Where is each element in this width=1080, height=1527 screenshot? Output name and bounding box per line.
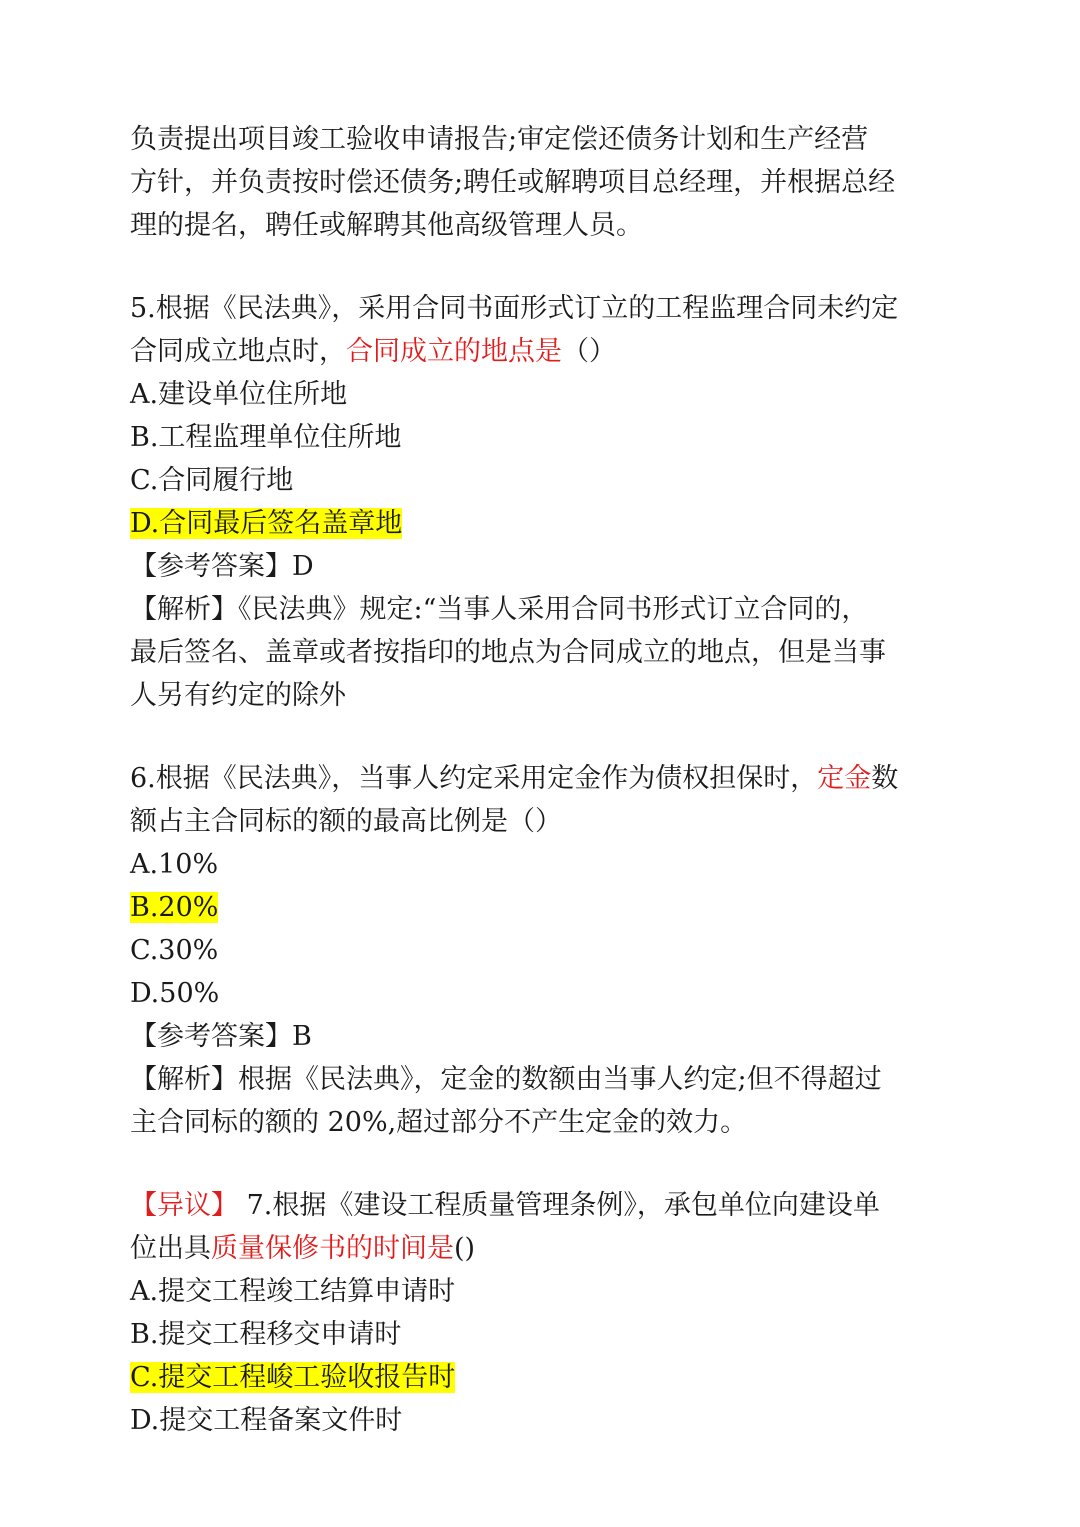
intro-line: 理的提名，聘任或解聘其他高级管理人员。 (130, 210, 643, 241)
option-a (130, 1270, 960, 1313)
intro-line: 方针，并负责按时偿还债务;聘任或解聘项目总经理，并根据总经 (130, 167, 896, 198)
option-label: C.30% (130, 935, 219, 966)
option-c-correct (130, 1356, 960, 1399)
option-label: B.提交工程移交申请时 (130, 1319, 402, 1350)
question-5 (130, 287, 960, 717)
intro-paragraph (130, 118, 960, 247)
option-d (130, 972, 960, 1015)
option-d (130, 1399, 960, 1442)
reference-answer: 【参考答案】B (130, 1021, 312, 1052)
option-c (130, 929, 960, 972)
option-label: A.10% (130, 849, 219, 880)
question-stem (130, 1184, 960, 1227)
stem-text: () (454, 1233, 476, 1264)
objection-tag: 【异议】 (130, 1190, 238, 1221)
analysis-text: 主合同标的额的 20%,超过部分不产生定金的效力。 (130, 1107, 748, 1138)
option-b-correct (130, 886, 960, 929)
analysis-text: 【解析】根据《民法典》，定金的数额由当事人约定;但不得超过 (130, 1064, 882, 1095)
analysis-text: 人另有约定的除外 (130, 680, 346, 711)
intro-line: 负责提出项目竣工验收申请报告;审定偿还债务计划和生产经营 (130, 124, 869, 155)
highlighted-answer: D.合同最后签名盖章地 (130, 508, 403, 539)
emphasis-text: 合同成立的地点是 (346, 336, 562, 367)
highlighted-answer: C.提交工程峻工验收报告时 (130, 1362, 456, 1393)
question-7 (130, 1184, 960, 1442)
stem-text: 位出具 (130, 1233, 211, 1264)
question-stem (130, 330, 960, 373)
document-page (130, 118, 960, 1442)
question-stem: 5.根据《民法典》，采用合同书面形式订立的工程监理合同未约定 (130, 293, 899, 324)
option-label: B.工程监理单位住所地 (130, 422, 402, 453)
stem-text: 7.根据《建设工程质量管理条例》，承包单位向建设单 (238, 1190, 880, 1221)
option-label: D.提交工程备案文件时 (130, 1405, 403, 1436)
analysis-text: 【解析】《民法典》规定:“当事人采用合同书形式订立合同的， (130, 594, 869, 625)
stem-text: 合同成立地点时， (130, 336, 346, 367)
emphasis-text: 质量保修书的时间是 (211, 1233, 454, 1264)
stem-text: 数 (871, 763, 899, 794)
option-b (130, 1313, 960, 1356)
stem-text: 6.根据《民法典》，当事人约定采用定金作为债权担保时， (130, 763, 818, 794)
analysis-text: 最后签名、盖章或者按指印的地点为合同成立的地点，但是当事 (130, 637, 886, 668)
option-label: A.提交工程竣工结算申请时 (130, 1276, 456, 1307)
question-stem (130, 757, 960, 800)
option-label: A.建设单位住所地 (130, 379, 348, 410)
stem-text: （） (562, 336, 616, 367)
question-stem (130, 1227, 960, 1270)
reference-answer: 【参考答案】D (130, 551, 314, 582)
spacer (130, 717, 960, 757)
highlighted-answer: B.20% (130, 892, 219, 923)
option-c (130, 459, 960, 502)
question-6 (130, 757, 960, 1144)
option-label: C.合同履行地 (130, 465, 294, 496)
option-a (130, 373, 960, 416)
option-b (130, 416, 960, 459)
spacer (130, 1144, 960, 1184)
spacer (130, 247, 960, 287)
option-label: D.50% (130, 978, 220, 1009)
option-d-correct (130, 502, 960, 545)
option-a (130, 843, 960, 886)
question-stem: 额占主合同标的额的最高比例是（） (130, 806, 562, 837)
emphasis-text: 定金 (817, 763, 872, 794)
